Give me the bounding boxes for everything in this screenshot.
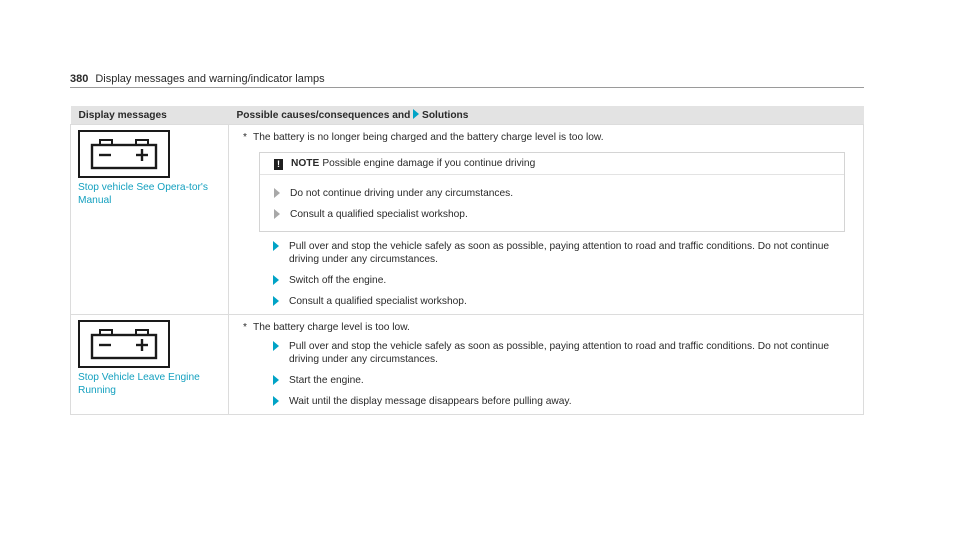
note-text: Possible engine damage if you continue driving	[322, 158, 536, 169]
causes-solutions-cell	[229, 315, 864, 415]
list-item	[260, 187, 844, 200]
solution-steps	[259, 240, 853, 308]
list-item	[259, 274, 853, 287]
page-number: 380	[70, 73, 89, 85]
display-message-cell	[71, 125, 229, 315]
solution-arrow-icon	[413, 109, 419, 119]
step-arrow-icon	[274, 188, 280, 198]
column-header-causes-label: Possible causes/consequences and	[236, 109, 411, 121]
list-item	[259, 374, 853, 387]
step-text: Pull over and stop the vehicle safely as soon as possible, paying attention to road and traffic conditions. Do not continue driving under any circumstances.	[289, 241, 830, 265]
display-messages-table	[70, 106, 864, 415]
solution-steps	[259, 340, 853, 408]
note-heading	[260, 153, 844, 175]
display-message-text: Stop vehicle See Opera-tor's Manual	[78, 182, 208, 206]
step-text: Start the engine.	[289, 375, 364, 386]
step-arrow-icon	[273, 275, 279, 285]
step-text: Consult a qualified specialist workshop.	[290, 209, 468, 220]
warning-exclamation-icon: !	[274, 159, 283, 170]
list-item	[259, 340, 853, 366]
step-text: Switch off the engine.	[289, 275, 387, 286]
table-row	[71, 125, 864, 315]
column-header-solutions-label: Solutions	[422, 109, 469, 121]
table-row	[71, 315, 864, 415]
cause-label: The battery charge level is too low.	[252, 322, 410, 333]
display-message-text: Stop Vehicle Leave Engine Running	[78, 372, 200, 396]
list-item	[260, 208, 844, 221]
display-message-cell	[71, 315, 229, 415]
step-text: Wait until the display message disappears before pulling away.	[289, 396, 572, 407]
cause-label: The battery is no longer being charged and the battery charge level is too low.	[252, 132, 604, 143]
note-label: NOTE	[291, 158, 320, 169]
column-header-display-messages: Display messages	[71, 106, 229, 125]
step-text: Do not continue driving under any circumstances.	[290, 188, 514, 199]
header-divider	[70, 87, 864, 88]
note-box	[259, 152, 845, 232]
step-arrow-icon	[273, 341, 279, 351]
step-arrow-icon	[273, 241, 279, 251]
note-steps	[260, 175, 844, 231]
battery-warning-icon	[78, 130, 170, 178]
step-arrow-icon	[273, 375, 279, 385]
step-arrow-icon	[273, 396, 279, 406]
table-header-row	[71, 106, 864, 125]
page-header	[70, 72, 864, 86]
list-item	[259, 395, 853, 408]
step-text: Consult a qualified specialist workshop.	[289, 296, 467, 307]
list-item	[259, 240, 853, 266]
step-arrow-icon	[274, 209, 280, 219]
list-item	[259, 295, 853, 308]
chapter-title: Display messages and warning/indicator lamps	[95, 73, 325, 85]
column-header-causes-solutions	[229, 106, 864, 125]
causes-solutions-cell	[229, 125, 864, 315]
cause-text: * The battery is no longer being charged and the battery charge level is too low.	[243, 132, 604, 143]
step-arrow-icon	[273, 296, 279, 306]
cause-text: * The battery charge level is too low.	[243, 322, 410, 333]
battery-warning-icon	[78, 320, 170, 368]
step-text: Pull over and stop the vehicle safely as soon as possible, paying attention to road and traffic conditions. Do not continue driving under any circumstances.	[289, 341, 830, 365]
